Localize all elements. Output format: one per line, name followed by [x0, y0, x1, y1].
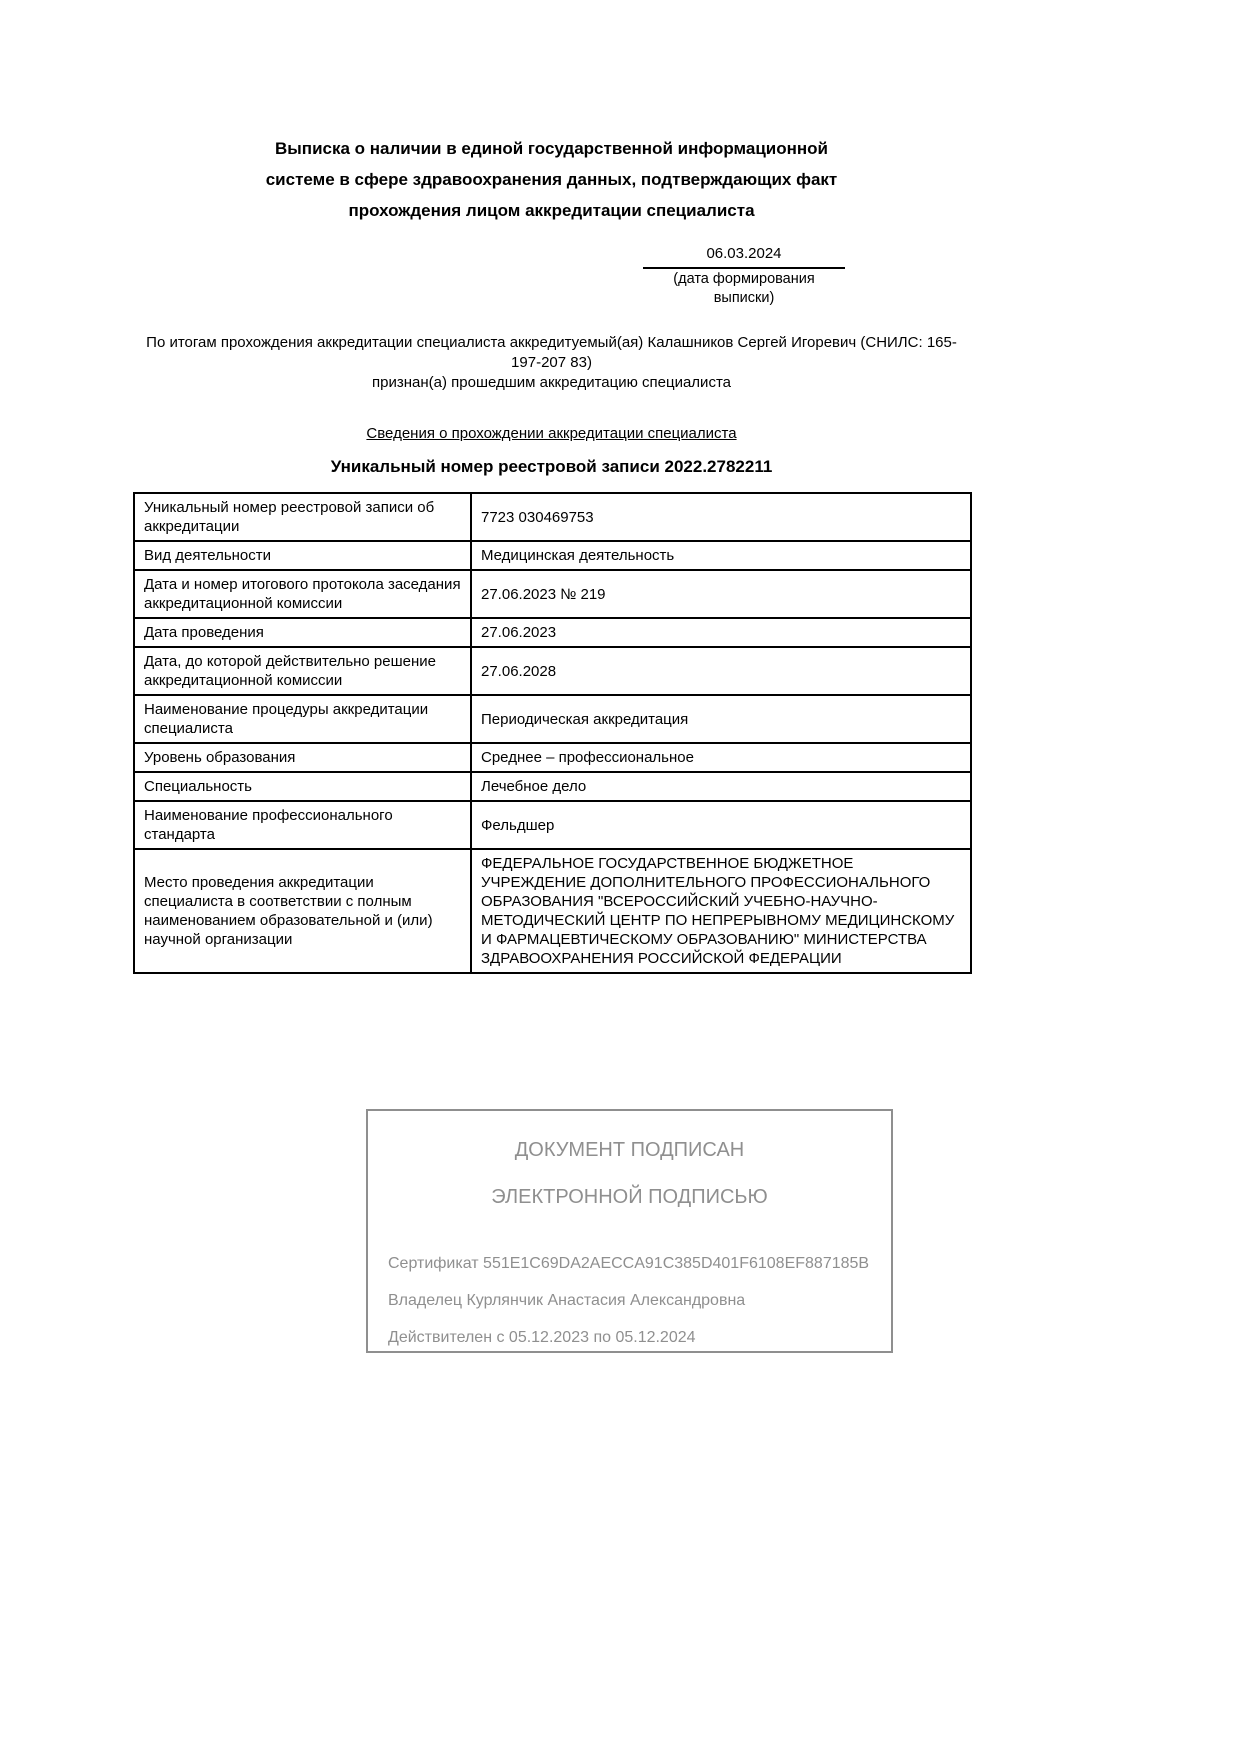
table-row	[134, 801, 971, 849]
formation-date-value: 06.03.2024	[643, 243, 845, 269]
document-title	[133, 133, 970, 226]
formation-date-caption: (дата формирования выписки)	[673, 271, 815, 306]
field-value-cell: Лечебное дело	[471, 772, 971, 801]
signature-certificate: Сертификат 551E1C69DA2AECCA91C385D401F6108EF887185B	[388, 1255, 870, 1272]
field-label-cell: Дата и номер итогового протокола заседания аккредитационной комиссии	[134, 570, 471, 618]
signature-stamp-title-line-2: ЭЛЕКТРОННОЙ ПОДПИСЬЮ	[491, 1186, 768, 1208]
accreditation-result-line-2: признан(а) прошедшим аккредитацию специалиста	[372, 374, 731, 391]
field-value-cell: 27.06.2023 № 219	[471, 570, 971, 618]
table-row	[134, 695, 971, 743]
signature-owner: Владелец Курлянчик Анастасия Александровна	[388, 1292, 746, 1309]
document-title-line-3: прохождения лицом аккредитации специалиста	[348, 201, 755, 220]
accreditation-details-table	[133, 492, 972, 974]
document-content	[133, 133, 970, 1353]
signature-validity: Действителен с 05.12.2023 по 05.12.2024	[388, 1329, 696, 1346]
field-label-cell: Уникальный номер реестровой записи об аккредитации	[134, 493, 471, 541]
field-label-cell: Уровень образования	[134, 743, 471, 772]
accreditation-result-line-1: По итогам прохождения аккредитации специалиста аккредитуемый(ая) Калашников Сергей Игоревич (СНИЛС: 165-197-207 83)	[146, 334, 957, 371]
accreditation-result-paragraph	[133, 333, 970, 393]
table-row	[134, 493, 971, 541]
field-value-cell: ФЕДЕРАЛЬНОЕ ГОСУДАРСТВЕННОЕ БЮДЖЕТНОЕ УЧРЕЖДЕНИЕ ДОПОЛНИТЕЛЬНОГО ПРОФЕССИОНАЛЬНОГО ОБРАЗОВАНИЯ "ВСЕРОССИЙСКИЙ УЧЕБНО-НАУЧНО-МЕТОДИЧЕСКИЙ ЦЕНТР ПО НЕПРЕРЫВНОМУ МЕДИЦИНСКОМУ И ФАРМАЦЕВТИЧЕСКОМУ ОБРАЗОВАНИЮ" МИНИСТЕРСТВА ЗДРАВООХРАНЕНИЯ РОССИЙСКОЙ ФЕДЕРАЦИИ	[471, 849, 971, 973]
electronic-signature-stamp	[366, 1109, 893, 1353]
table-row	[134, 772, 971, 801]
field-value-cell: Среднее – профессиональное	[471, 743, 971, 772]
section-heading: Сведения о прохождении аккредитации специалиста	[366, 425, 737, 442]
field-value-cell: Фельдшер	[471, 801, 971, 849]
document-title-line-1: Выписка о наличии в единой государственной информационной	[275, 139, 828, 158]
field-label-cell: Место проведения аккредитации специалиста в соответствии с полным наименованием образовательной и (или) научной организации	[134, 849, 471, 973]
field-value-cell: 27.06.2028	[471, 647, 971, 695]
field-label-cell: Дата проведения	[134, 618, 471, 647]
field-value-cell: Периодическая аккредитация	[471, 695, 971, 743]
field-label-cell: Специальность	[134, 772, 471, 801]
field-value-cell: 27.06.2023	[471, 618, 971, 647]
field-label-cell: Дата, до которой действительно решение аккредитационной комиссии	[134, 647, 471, 695]
field-value-cell: Медицинская деятельность	[471, 541, 971, 570]
table-row	[134, 570, 971, 618]
formation-date-block	[643, 243, 845, 308]
registry-record-heading: Уникальный номер реестровой записи 2022.2782211	[330, 457, 773, 476]
table-row	[134, 647, 971, 695]
field-label-cell: Наименование профессионального стандарта	[134, 801, 471, 849]
field-label-cell: Вид деятельности	[134, 541, 471, 570]
document-title-line-2: системе в сфере здравоохранения данных, подтверждающих факт	[265, 170, 838, 189]
table-row	[134, 743, 971, 772]
signature-stamp-title-line-1: ДОКУМЕНТ ПОДПИСАН	[514, 1139, 745, 1161]
table-row	[134, 849, 971, 973]
table-row	[134, 541, 971, 570]
field-label-cell: Наименование процедуры аккредитации специалиста	[134, 695, 471, 743]
table-row	[134, 618, 971, 647]
field-value-cell: 7723 030469753	[471, 493, 971, 541]
